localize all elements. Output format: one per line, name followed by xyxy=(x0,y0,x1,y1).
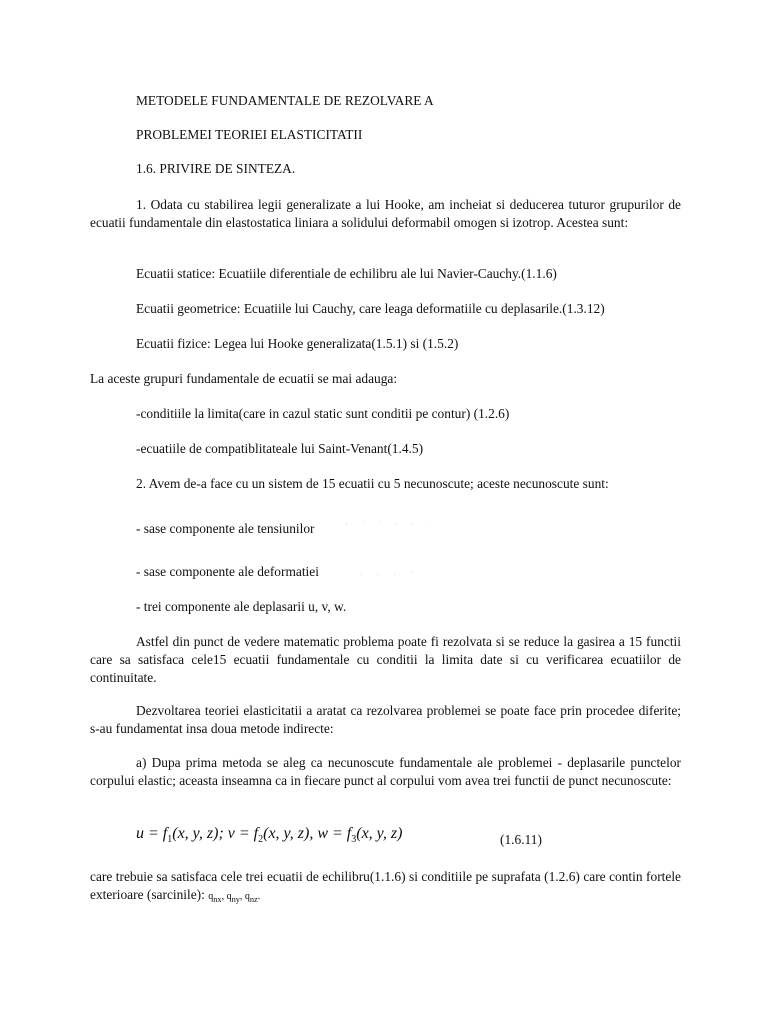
paragraph-5: a) Dupa prima metoda se aleg ca necunoscute fundamentale ale problemei - deplasarile punctelor corpului elastic; aceasta inseamna ca in fiecare punct al corpului vom avea trei functii de punct necunoscute: xyxy=(90,755,681,788)
geometric-equations: Ecuatii geometrice: Ecuatiile lui Cauchy, care leaga deformatiile cu deplasarile.(1.3.12) xyxy=(136,301,605,316)
title-line-2: PROBLEMEI TEORIEI ELASTICITATII xyxy=(136,127,363,142)
physical-equations: Ecuatii fizice: Legea lui Hooke generalizata(1.5.1) si (1.5.2) xyxy=(136,336,459,351)
title-line-1: METODELE FUNDAMENTALE DE REZOLVARE A xyxy=(136,93,434,108)
compatibility-equations: -ecuatiile de compatiblitateale lui Saint-Venant(1.4.5) xyxy=(136,441,424,456)
paragraph-6 xyxy=(90,868,681,909)
paragraph-6-text: care trebuie sa satisfaca cele trei ecuatii de echilibru(1.1.6) si conditiile pe suprafata (1.2.6) care contin fortele exterioare (sarcinile): xyxy=(90,869,681,902)
strain-components-item: - sase componente ale deformatiei xyxy=(136,564,319,579)
boundary-conditions: -conditiile la limita(care in cazul static sunt conditii pe contur) (1.2.6) xyxy=(136,406,510,421)
equation-number: (1.6.11) xyxy=(500,832,542,847)
displacement-components-item: - trei componente ale deplasarii u, v, w. xyxy=(136,599,347,614)
added-groups-text: La aceste grupuri fundamentale de ecuatii se mai adauga: xyxy=(90,371,398,386)
faint-stress-symbols: · ˈ ˈ · · ˈ xyxy=(345,520,437,529)
section-heading: 1.6. PRIVIRE DE SINTEZA. xyxy=(136,161,296,176)
paragraph-2: 2. Avem de-a face cu un sistem de 15 ecuatii cu 5 necunoscute; aceste necunoscute sunt: xyxy=(136,476,609,491)
static-equations: Ecuatii statice: Ecuatiile diferentiale de echilibru ale lui Navier-Cauchy.(1.1.6) xyxy=(136,266,557,281)
paragraph-1: 1. Odata cu stabilirea legii generalizate a lui Hooke, am incheiat si deducerea tuturor grupurilor de ecuatii fundamentale din elastostatica liniara a solidului deformabil omogen si izotrop. Acestea sunt: xyxy=(90,197,681,230)
paragraph-4: Dezvoltarea teoriei elasticitatii a aratat ca rezolvarea problemei se poate face prin procedee diferite; s-au fundamentat insa doua metode indirecte: xyxy=(90,703,681,736)
paragraph-3: Astfel din punct de vedere matematic problema poate fi rezolvata si se reduce la gasirea a 15 functii care sa satisfaca cele15 ecuatii fundamentale cu conditii la limita date si cu verificarea ecuatiilor de continuitate. xyxy=(90,634,681,685)
displacement-functions-equation: $u = f_1(x$, y, z); $v = f_2(x$, y, z), $w = f_3(x$, y, z) xyxy=(136,825,403,846)
stress-components-item: - sase componente ale tensiunilor xyxy=(136,521,315,536)
loads-symbols: $q_{nx}$, $q_{ny}$, $q_{nz}$. xyxy=(208,891,261,904)
faint-strain-symbols: · · · ˈ xyxy=(360,570,419,579)
